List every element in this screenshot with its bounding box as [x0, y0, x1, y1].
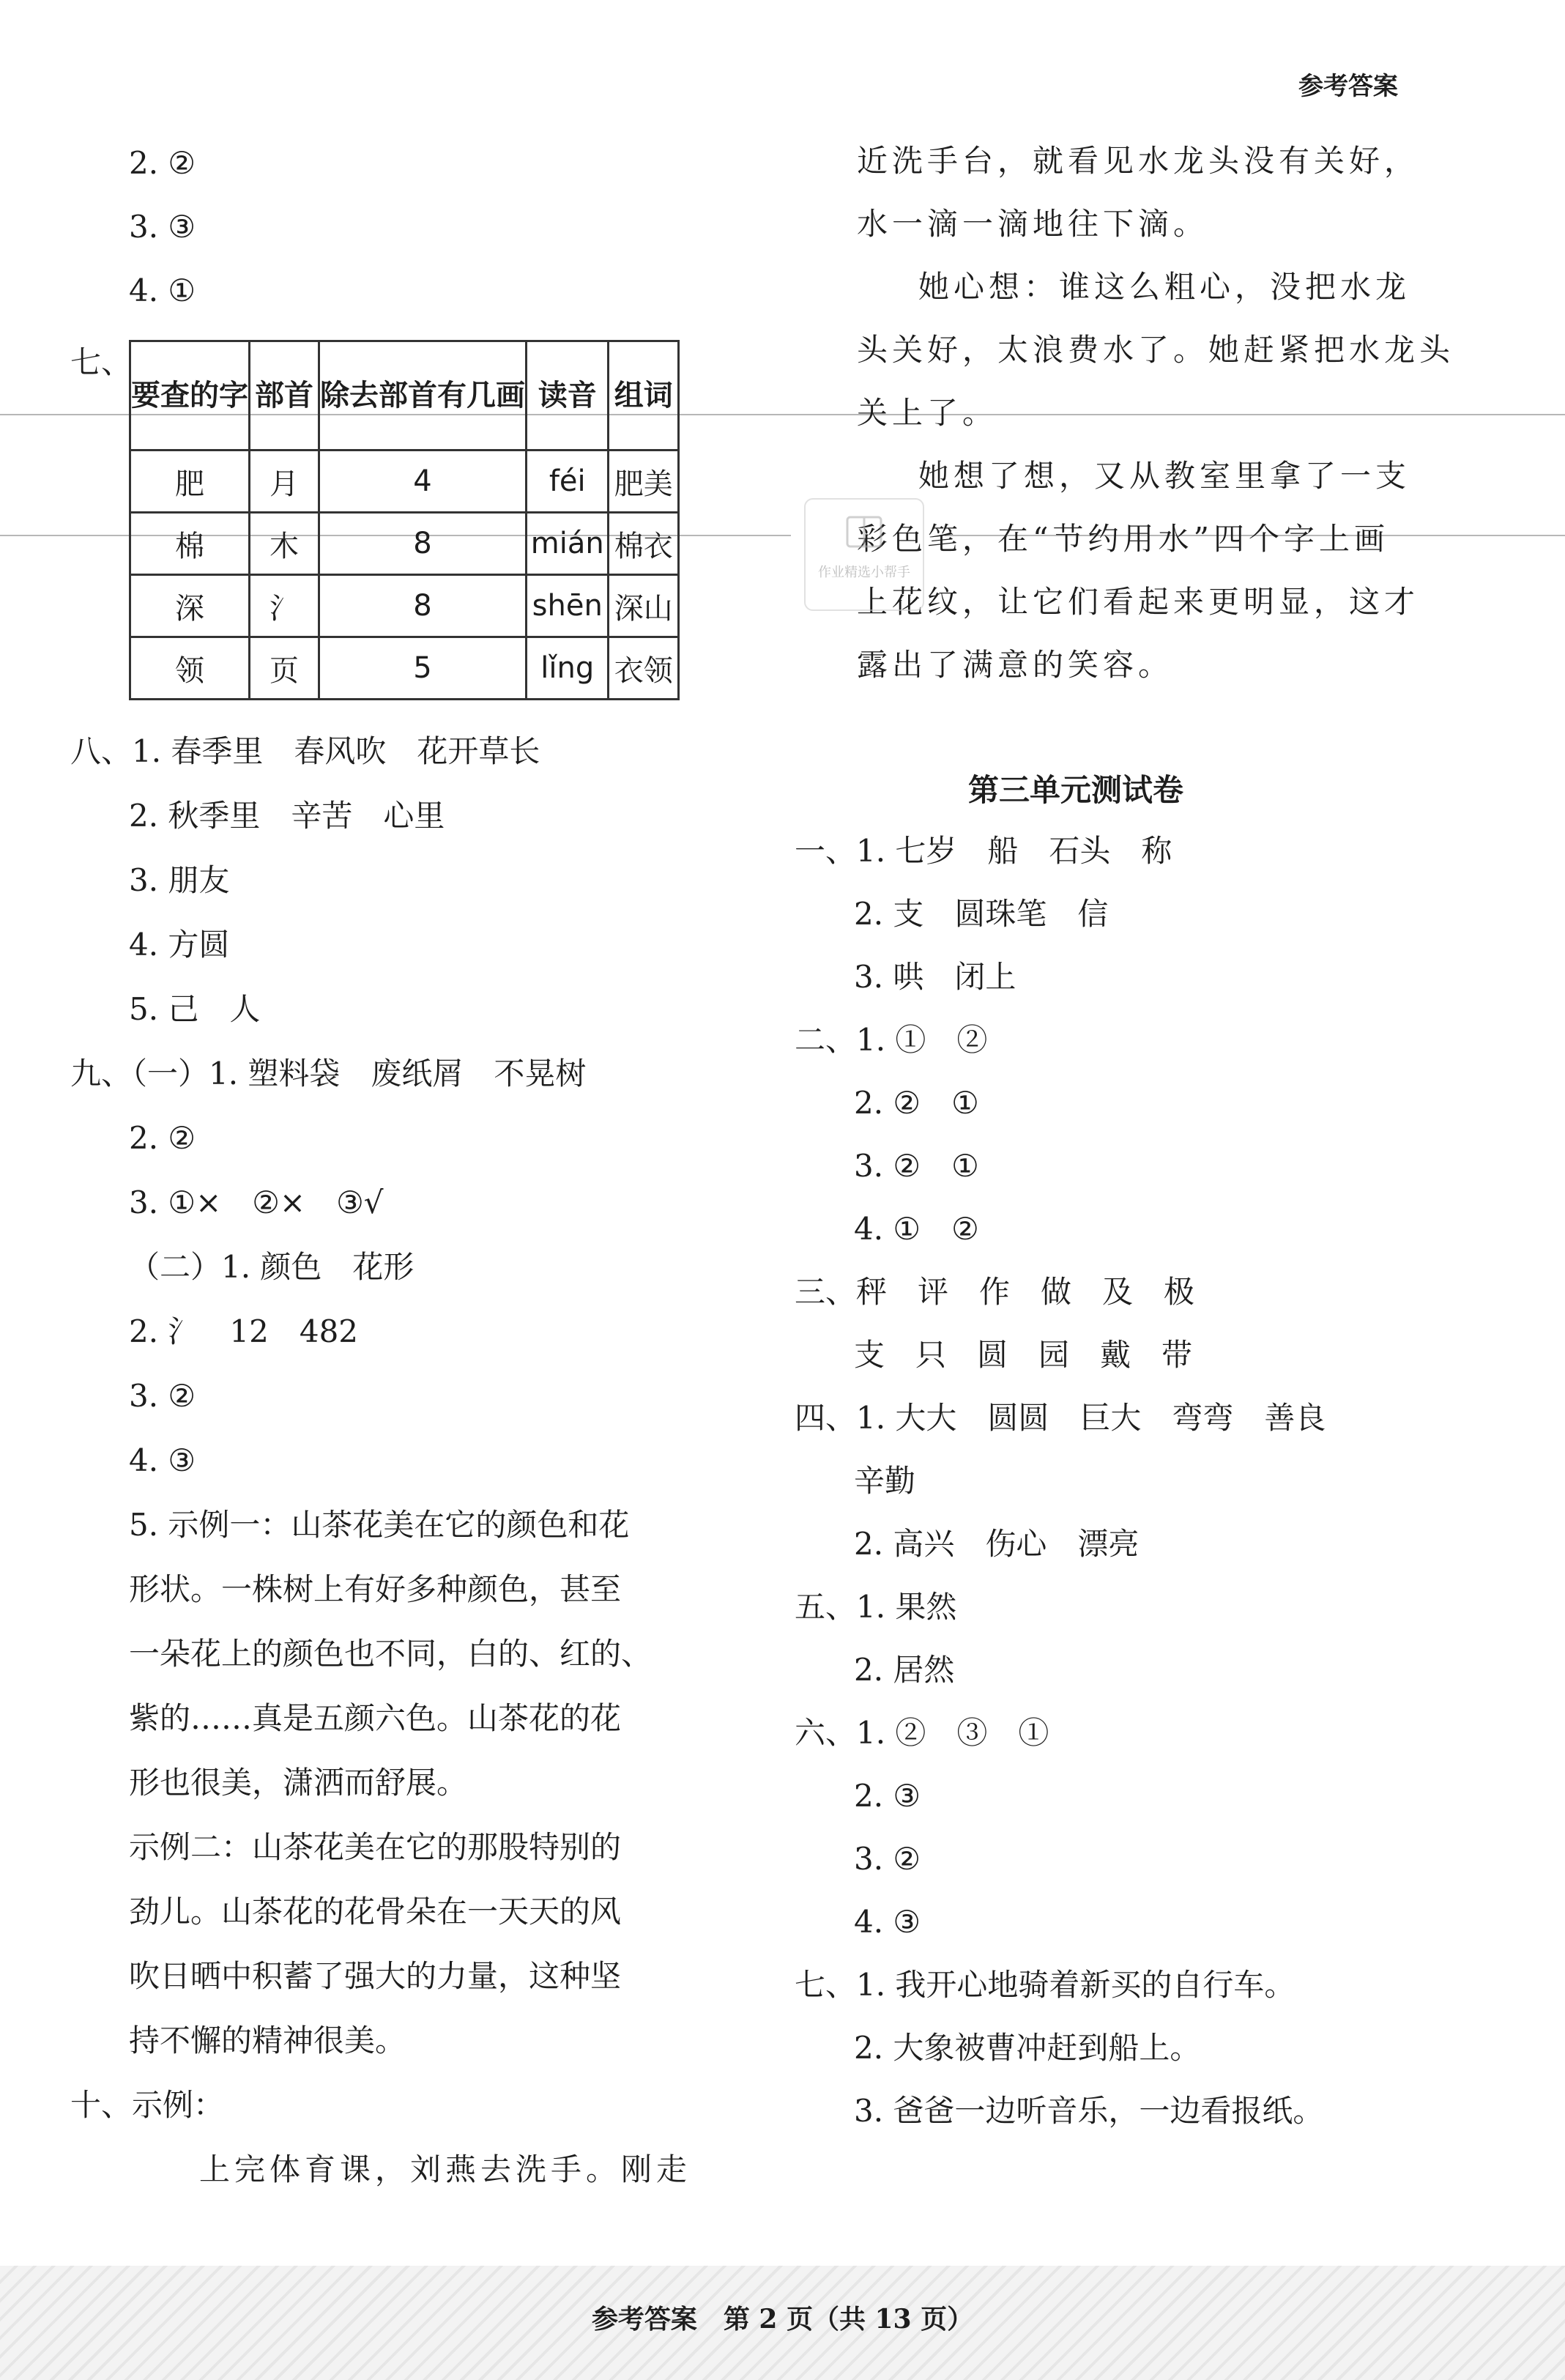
- answer-line: 3. 朋友: [129, 862, 230, 898]
- answer-line: 一朵花上的颜色也不同，白的、红的、: [129, 1636, 653, 1672]
- handwritten-line: 露出了满意的笑容。: [857, 647, 1174, 683]
- table-cell: 4: [319, 451, 527, 513]
- answer-line: 劲儿。山茶花的花骨朵在一天天的风: [129, 1894, 622, 1929]
- answer-line: 紫的……真是五颜六色。山茶花的花: [129, 1700, 622, 1736]
- table-cell: 氵: [250, 575, 319, 637]
- table-row: [130, 513, 679, 575]
- answer-line: 4. ①: [129, 273, 196, 308]
- handwritten-line: 她心想：谁这么粗心，没把水龙: [918, 269, 1411, 305]
- unit-test-title: 第三单元测试卷: [968, 772, 1184, 808]
- answer-line: 2. 秋季里 辛苦 心里: [129, 798, 445, 834]
- table-cell: 棉衣: [609, 513, 679, 575]
- table-cell: 领: [130, 637, 250, 700]
- table-header-cell: 除去部首有几画: [319, 341, 527, 451]
- answer-line: 2. 大象被曹冲赶到船上。: [854, 2030, 1201, 2066]
- table-cell: 月: [250, 451, 319, 513]
- answer-line: 持不懈的精神很美。: [129, 2023, 406, 2058]
- answer-line: 九、（一）1. 塑料袋 废纸屑 不晃树: [70, 1056, 587, 1091]
- answer-line: 2. 居然: [854, 1652, 955, 1688]
- table-cell: 木: [250, 513, 319, 575]
- table-cell: 深山: [609, 575, 679, 637]
- handwritten-line: 上花纹，让它们看起来更明显，这才: [857, 584, 1420, 620]
- table-cell: 棉: [130, 513, 250, 575]
- answer-line: 3. ② ①: [854, 1148, 979, 1184]
- answer-line: 4. ③: [129, 1442, 196, 1478]
- table-header-cell: 组词: [609, 341, 679, 451]
- table-header-cell: 读音: [527, 341, 609, 451]
- table-cell: 页: [250, 637, 319, 700]
- table-row: [130, 451, 679, 513]
- answer-line: 2. ③: [854, 1778, 921, 1814]
- book-icon: [839, 507, 890, 558]
- handwritten-line: 彩色笔，在“节约用水”四个字上画: [857, 521, 1389, 557]
- answer-line: 3. ③: [129, 209, 196, 245]
- answer-line: 3. ②: [129, 1378, 196, 1414]
- answer-line: 3. ②: [854, 1841, 921, 1877]
- answer-line: 辛勤: [854, 1463, 916, 1499]
- answer-line: 二、1. ① ②: [795, 1022, 988, 1058]
- answer-line: 2. ② ①: [854, 1085, 979, 1121]
- answer-line: 2. 高兴 伤心 漂亮: [854, 1526, 1140, 1562]
- answer-line: 支 只 圆 园 戴 带: [854, 1337, 1193, 1373]
- answer-line: 2. 支 圆珠笔 信: [854, 896, 1109, 932]
- handwritten-line: 她想了想，又从教室里拿了一支: [918, 458, 1411, 494]
- answer-line: 2. ②: [129, 1120, 196, 1156]
- table-cell: 深: [130, 575, 250, 637]
- answer-line: 3. ①× ②× ③√: [129, 1185, 384, 1220]
- table-cell: mián: [527, 513, 609, 575]
- table-row: [130, 637, 679, 700]
- answer-line: 4. ① ②: [854, 1211, 979, 1247]
- stamp-text: 作业精选小帮手: [818, 565, 910, 580]
- answer-line: 四、1. 大大 圆圆 巨大 弯弯 善良: [795, 1400, 1326, 1436]
- table-row: [130, 575, 679, 637]
- answer-line: 2. ②: [129, 145, 196, 181]
- answer-line: 4. 方圆: [129, 927, 230, 963]
- answer-line: 5. 己 人: [129, 991, 261, 1027]
- answer-line: 三、秤 评 作 做 及 极: [795, 1274, 1195, 1310]
- answer-line: 2. 氵 12 482: [129, 1313, 359, 1349]
- word-lookup-table: [129, 340, 680, 700]
- page-footer: 参考答案 第 2 页（共 13 页）: [591, 2304, 974, 2335]
- answer-line: 4. ③: [854, 1904, 921, 1940]
- answer-line: 示例二：山茶花美在它的那股特别的: [129, 1829, 622, 1865]
- answer-line: 五、1. 果然: [795, 1589, 957, 1625]
- table-header-row: [130, 341, 679, 451]
- handwritten-line: 近洗手台，就看见水龙头没有关好，: [857, 143, 1420, 179]
- table-header-cell: 要查的字: [130, 341, 250, 451]
- answer-line: 3. 爸爸一边听音乐，一边看报纸。: [854, 2093, 1324, 2129]
- table-cell: 肥美: [609, 451, 679, 513]
- answer-line: 形也很美，潇洒而舒展。: [129, 1765, 468, 1801]
- answer-line: 形状。一株树上有好多种颜色，甚至: [129, 1571, 622, 1607]
- handwritten-line: 水一滴一滴地往下滴。: [857, 206, 1209, 242]
- table-cell: féi: [527, 451, 609, 513]
- answer-line: 一、1. 七岁 船 石头 称: [795, 833, 1172, 869]
- answer-line: 八、1. 春季里 春风吹 花开草长: [70, 733, 540, 769]
- answer-line: 吹日晒中积蓄了强大的力量，这种坚: [129, 1958, 622, 1994]
- q10-label: 十、示例：: [70, 2087, 225, 2123]
- q7-label: 七、: [70, 344, 133, 380]
- table-header-cell: 部首: [250, 341, 319, 451]
- answer-line: 七、1. 我开心地骑着新买的自行车。: [795, 1967, 1296, 2003]
- table-cell: shēn: [527, 575, 609, 637]
- answer-line: 5. 示例一：山茶花美在它的颜色和花: [129, 1507, 630, 1543]
- answer-line: 3. 哄 闭上: [854, 959, 1016, 995]
- table-cell: lǐng: [527, 637, 609, 700]
- answer-line: （二）1. 颜色 花形: [129, 1249, 415, 1285]
- table-cell: 5: [319, 637, 527, 700]
- page-header-label: 参考答案: [1298, 72, 1398, 101]
- handwritten-line: 头关好，太浪费水了。她赶紧把水龙头: [857, 332, 1455, 368]
- handwritten-line: 上完体育课，刘燕去洗手。刚走: [199, 2151, 692, 2187]
- table-cell: 8: [319, 513, 527, 575]
- answer-line: 六、1. ② ③ ①: [795, 1715, 1049, 1751]
- handwritten-line: 关上了。: [857, 395, 998, 431]
- table-cell: 肥: [130, 451, 250, 513]
- table-cell: 衣领: [609, 637, 679, 700]
- table-cell: 8: [319, 575, 527, 637]
- watermark-stamp: [804, 498, 924, 611]
